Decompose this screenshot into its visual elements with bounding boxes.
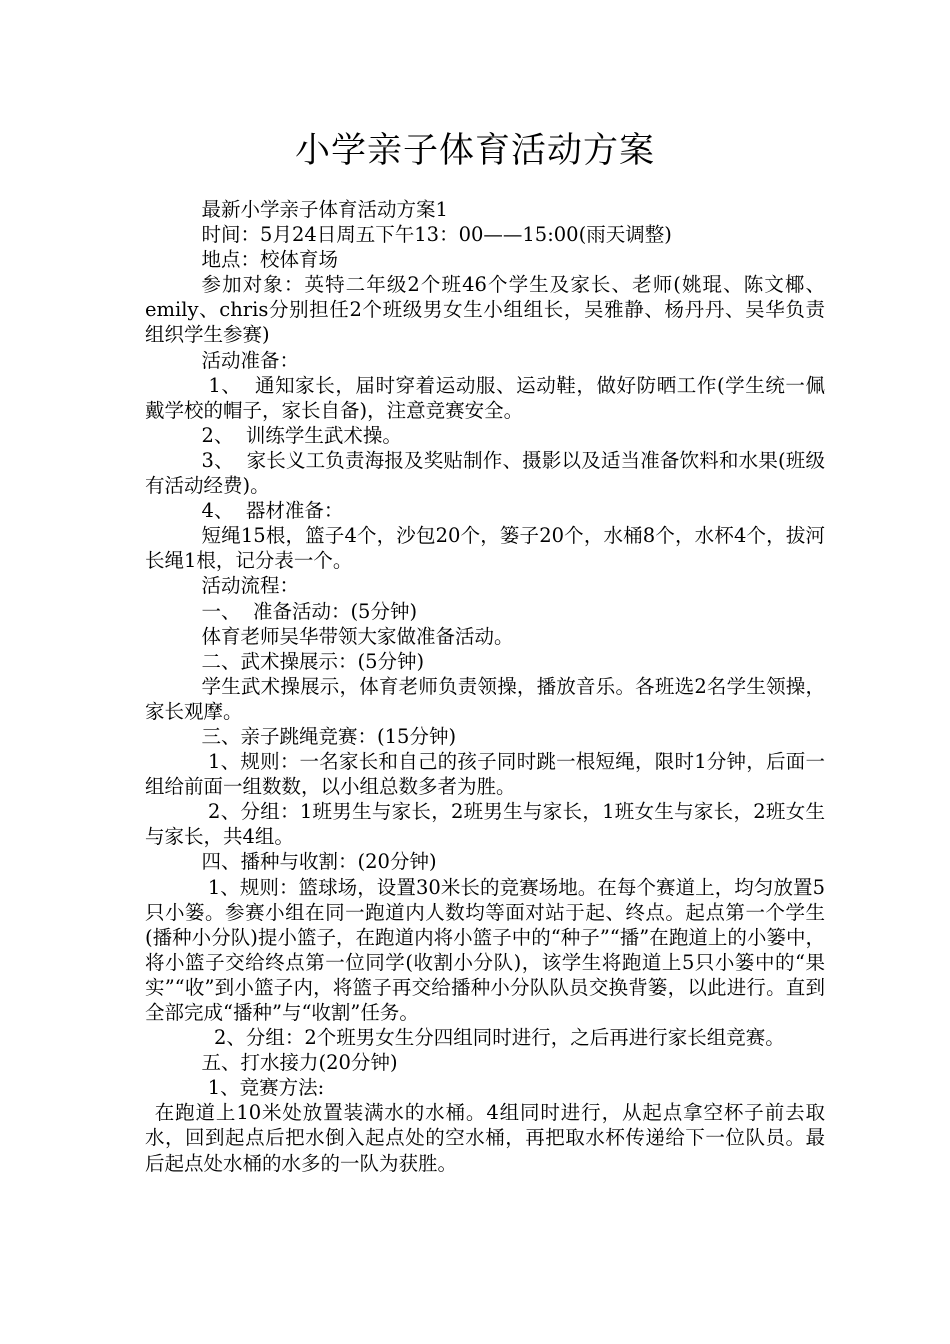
paragraph-step-2-body: 学生武术操展示，体育老师负责领操，播放音乐。各班选2名学生领操，家长观摩。 (145, 674, 825, 723)
document-body (145, 197, 825, 1176)
paragraph-step-5-method-heading: 1、竞赛方法: (201, 1076, 325, 1100)
document-title: 小学亲子体育活动方案 (294, 131, 655, 171)
paragraph-step-4-groups: 2、分组：2个班男女生分四组同时进行，之后再进行家长组竞赛。 (201, 1026, 785, 1050)
paragraph-prep-4: 4、 器材准备： (201, 499, 344, 523)
paragraph-step-2-heading: 二、武术操展示：(5分钟) (201, 649, 425, 673)
paragraph-step-5-method-body: 在跑道上10米处放置装满水的水桶。4组同时进行，从起点拿空杯子前去取水，回到起点后把水倒入起点处的空水桶，再把取水杯传递给下一位队员。最后起点处水桶的水多的一队为获胜。 (145, 1101, 825, 1175)
paragraph-prep-1: 1、 通知家长，届时穿着运动服、运动鞋，做好防晒工作(学生统一佩戴学校的帽子，家长自备)，注意竞赛安全。 (145, 373, 825, 422)
paragraph-step-5-heading: 五、打水接力(20分钟) (201, 1051, 398, 1075)
paragraph-step-3-rules: 1、规则：一名家长和自己的孩子同时跳一根短绳，限时1分钟，后面一组给前面一组数数，以小组总数多者为胜。 (145, 750, 825, 799)
paragraph-time: 时间：5月24日周五下午13：00——15:00(雨天调整) (201, 223, 672, 247)
paragraph-step-1-body: 体育老师吴华带领大家做准备活动。 (201, 624, 514, 648)
paragraph-equipment: 短绳15根，篮子4个，沙包20个，篓子20个，水桶8个，水杯4个，拔河长绳1根，记分表一个。 (145, 524, 825, 573)
paragraph-step-1-heading: 一、 准备活动：(5分钟) (201, 599, 418, 623)
paragraph-step-3-groups: 2、分组：1班男生与家长，2班男生与家长，1班女生与家长，2班女生与家长，共4组。 (145, 800, 825, 849)
paragraph-step-4-rules: 1、规则：篮球场，设置30米长的竞赛场地。在每个赛道上，均匀放置5只小篓。参赛小组在同一跑道内人数均等面对站于起、终点。起点第一个学生(播种小分队)提小篮子，在跑道内将小篮子中的“种子”“播”在跑道上的小篓中，将小篮子交给终点第一位同学(收割小分队)，该学生将跑道上5只小篓中的“果实”“收”到小篮子内，将篮子再交给播种小分队队员交换背篓，以此进行。直到全部完成“播种”与“收割”任务。 (145, 875, 825, 1024)
paragraph-prep-3: 3、 家长义工负责海报及奖贴制作、摄影以及适当准备饮料和水果(班级有活动经费)。 (145, 448, 825, 498)
paragraph-preparation-heading: 活动准备： (201, 348, 300, 372)
paragraph-prep-2: 2、 训练学生武术操。 (201, 423, 402, 447)
paragraph-subtitle: 最新小学亲子体育活动方案1 (201, 198, 448, 221)
paragraph-participants: 参加对象：英特二年级2个班46个学生及家长、老师(姚琨、陈文椰、emily、chris分别担任2个班级男女生小组组长，吴雅静、杨丹丹、吴华负责组织学生参赛) (145, 273, 825, 347)
paragraph-step-3-heading: 三、亲子跳绳竞赛：(15分钟) (201, 724, 457, 748)
paragraph-process-heading: 活动流程： (201, 574, 300, 598)
paragraph-location: 地点：校体育场 (201, 248, 339, 272)
paragraph-step-4-heading: 四、播种与收割：(20分钟) (201, 850, 437, 874)
